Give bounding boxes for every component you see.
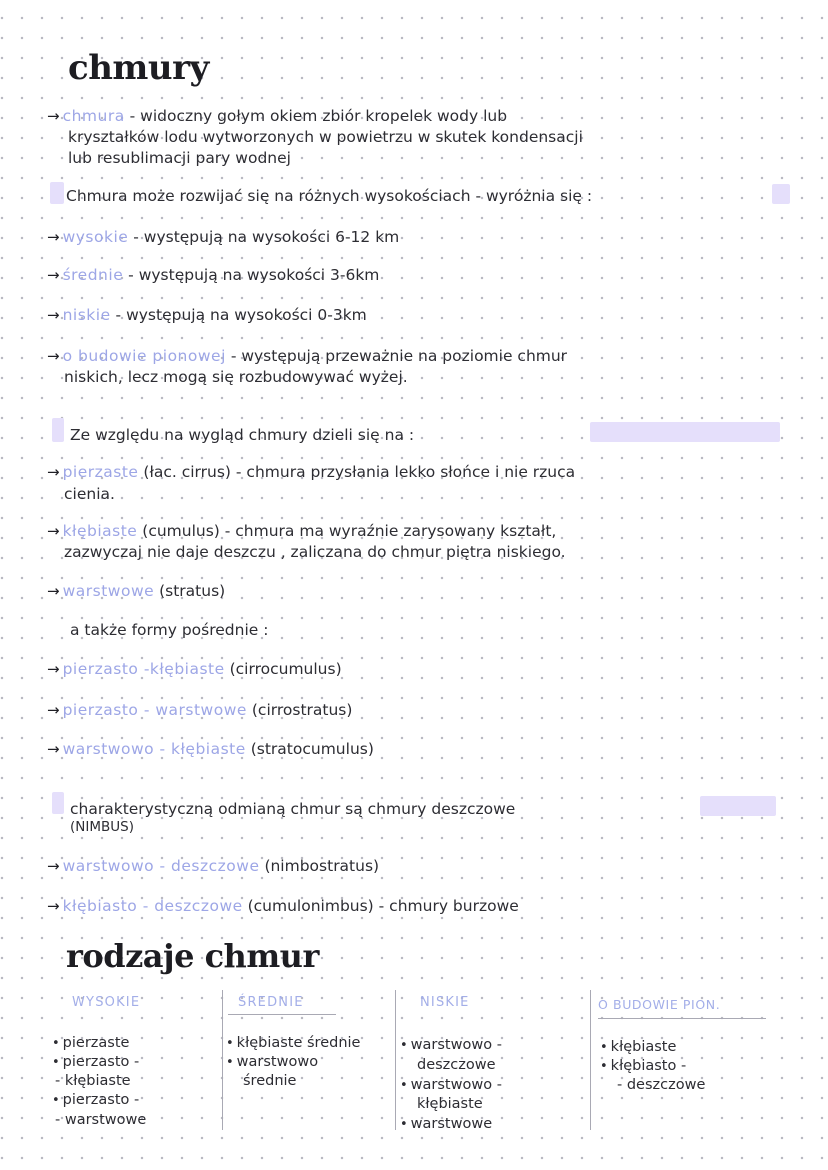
item-text: (stratus) <box>159 582 226 600</box>
arrow-icon: → <box>47 522 60 540</box>
highlight-mark <box>772 184 790 204</box>
keyword: pierzasto -kłębiaste <box>62 660 225 678</box>
table-cell: • warstwowo - <box>400 1077 502 1093</box>
item-text: (nimbostratus) <box>264 857 380 875</box>
arrow-icon: → <box>47 107 60 125</box>
item-text: - występują na wysokości 0-3km <box>115 306 367 324</box>
table-cell: - warstwowe <box>55 1112 147 1128</box>
list-item-continuation: cienia. <box>64 485 115 503</box>
arrow-icon: → <box>47 228 60 246</box>
list-item <box>47 660 342 678</box>
arrow-icon: → <box>47 701 60 719</box>
keyword: warstwowe <box>62 582 155 600</box>
keyword: kłębiasto - deszczowe <box>62 897 243 915</box>
table-header: O BUDOWIE PION. <box>598 997 721 1012</box>
table-cell: • warstwowo - <box>400 1037 502 1053</box>
table-cell: • pierzasto - <box>52 1092 140 1108</box>
definition-text-1: - widoczny gołym okiem zbiór kropelek wody lub <box>129 107 508 125</box>
table-cell: • pierzaste <box>52 1035 130 1051</box>
table-cell: - kłębiaste <box>55 1073 131 1089</box>
list-item-continuation: zazwyczaj nie daje deszczu , zaliczana do chmur piętra niskiego. <box>64 543 566 561</box>
definition-keyword: chmura <box>62 107 125 125</box>
definition-line-1 <box>47 107 507 125</box>
table-divider <box>222 990 223 1130</box>
rain-intro-line-1: charakterystyczną odmianą chmur są chmury deszczowe <box>70 800 516 818</box>
keyword: kłębiaste <box>62 522 138 540</box>
list-item <box>47 522 556 540</box>
item-text: (cirrocumulus) <box>229 660 342 678</box>
arrow-icon: → <box>47 463 60 481</box>
list-item <box>47 897 519 915</box>
table-cell: • warstwowo <box>226 1054 319 1070</box>
table-cell: • kłębiaste <box>600 1039 677 1055</box>
highlight-mark <box>52 418 64 442</box>
list-item <box>47 306 367 324</box>
table-divider <box>590 990 591 1130</box>
highlight-mark <box>50 182 64 204</box>
item-text: (stratocumulus) <box>250 740 374 758</box>
list-item-continuation: niskich, lecz mogą się rozbudowywać wyżej. <box>64 368 408 386</box>
page-title: chmury <box>68 48 209 88</box>
appearance-intro: Ze względu na wygląd chmury dzieli się na : <box>70 426 415 444</box>
keyword: niskie <box>62 306 111 324</box>
table-cell: deszczowe <box>417 1057 496 1073</box>
item-text: - występują na wysokości 3-6km <box>128 266 380 284</box>
definition-line-3: lub resublimacji pary wodnej <box>68 149 291 167</box>
keyword: warstwowo - deszczowe <box>62 857 260 875</box>
section-title: rodzaje chmur <box>66 937 319 975</box>
table-cell: • kłębiaste średnie <box>226 1035 361 1051</box>
table-cell: • warstwowe <box>400 1116 493 1132</box>
rain-intro-line-2: (NIMBUS) <box>70 819 134 835</box>
highlight-mark <box>590 422 780 442</box>
intermediate-intro: a także formy pośrednie : <box>70 621 269 639</box>
item-text: - występują na wysokości 6-12 km <box>133 228 400 246</box>
definition-line-2: kryształków lodu wytworzonych w powietrzu w skutek kondensacji <box>68 128 583 146</box>
arrow-icon: → <box>47 582 60 600</box>
table-header: ŚREDNIE <box>238 995 304 1010</box>
arrow-icon: → <box>47 740 60 758</box>
item-text: (cumulonimbus) - chmury burzowe <box>247 897 519 915</box>
arrow-icon: → <box>47 347 60 365</box>
keyword: pierzasto - warstwowe <box>62 701 247 719</box>
heights-intro: Chmura może rozwijać się na różnych wysokościach - wyróżnia się : <box>66 187 593 205</box>
highlight-mark <box>700 796 776 816</box>
item-text: (łac. cirrus) - chmura przysłania lekko słońce i nie rzuca <box>143 463 576 481</box>
item-text: - występują przeważnie na poziomie chmur <box>230 347 568 365</box>
table-cell: - deszczowe <box>617 1077 706 1093</box>
keyword: warstwowo - kłębiaste <box>62 740 246 758</box>
table-divider <box>598 1018 766 1019</box>
table-cell: kłębiaste <box>417 1096 483 1112</box>
list-item <box>47 701 352 719</box>
arrow-icon: → <box>47 897 60 915</box>
arrow-icon: → <box>47 660 60 678</box>
keyword: pierzaste <box>62 463 139 481</box>
list-item <box>47 582 225 600</box>
table-divider <box>395 990 396 1130</box>
table-header: WYSOKIE <box>72 995 141 1010</box>
highlight-mark <box>52 792 64 814</box>
list-item <box>47 266 379 284</box>
table-cell: • pierzasto - <box>52 1054 140 1070</box>
arrow-icon: → <box>47 266 60 284</box>
table-cell: • kłębiasto - <box>600 1058 687 1074</box>
keyword: wysokie <box>62 228 129 246</box>
arrow-icon: → <box>47 857 60 875</box>
list-item <box>47 347 567 365</box>
list-item <box>47 463 575 481</box>
keyword: o budowie pionowej <box>62 347 226 365</box>
arrow-icon: → <box>47 306 60 324</box>
item-text: (cirrostratus) <box>251 701 353 719</box>
list-item <box>47 857 379 875</box>
table-divider <box>228 1014 336 1015</box>
item-text: (cumulus) - chmura ma wyraźnie zarysowany kształt, <box>142 522 557 540</box>
table-header: NISKIE <box>420 995 470 1010</box>
keyword: średnie <box>62 266 124 284</box>
table-cell: średnie <box>243 1073 297 1089</box>
list-item <box>47 228 399 246</box>
list-item <box>47 740 374 758</box>
